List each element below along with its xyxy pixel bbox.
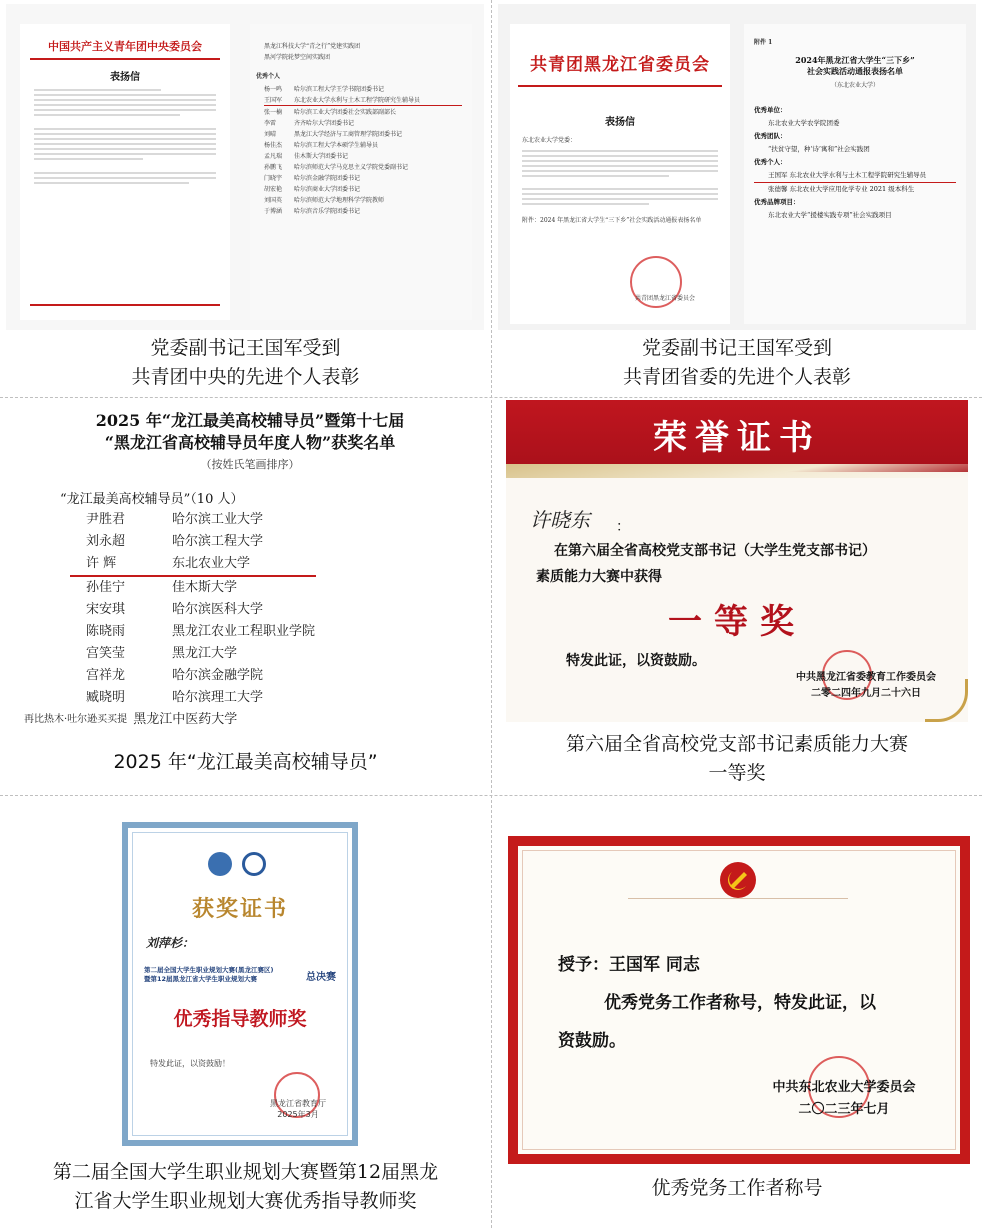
- caption-line-1: 第六届全省高校党支部书记素质能力大赛: [565, 733, 908, 755]
- counselor-row: [86, 621, 480, 643]
- counselor-list: [24, 509, 480, 731]
- award-title: 优秀指导教师奖: [173, 1008, 307, 1030]
- counselor-school: 黑龙江中医药大学: [133, 712, 238, 727]
- issue-date: 2025年3月: [277, 1110, 319, 1119]
- honoree-list: [250, 85, 472, 216]
- panel-central-committee-letter: [0, 0, 491, 397]
- caption-panel-2: [492, 334, 982, 392]
- caption-line-2: 一等奖: [708, 762, 766, 784]
- addressee: 东北农业大学党委：: [522, 137, 577, 144]
- counselor-name: 刘永超: [86, 534, 126, 549]
- value-team: “扶贫守望，种‘诗’寓和”社会实践团: [768, 145, 870, 153]
- counselor-school: 哈尔滨工程大学: [172, 534, 264, 549]
- contest-stage: 总决赛: [306, 972, 336, 983]
- counselor-row: [24, 709, 480, 731]
- honoree-row: [264, 196, 472, 205]
- counselor-row: [86, 509, 480, 531]
- letter-photo: [498, 4, 976, 330]
- list-title-1: 2025 年“龙江最美高校辅导员”暨第十七届: [95, 411, 405, 430]
- honoree-row: [264, 207, 472, 216]
- honoree-name: 于博涵: [264, 208, 283, 215]
- team-name-1: 黑龙江科技大学“青之行”党建实践团: [264, 43, 361, 50]
- list-title-1: 2024年黑龙江省大学生“三下乡”: [795, 55, 915, 65]
- counselor-name: 陈晓雨: [86, 624, 126, 639]
- honoree-name: 孟凡瑞: [264, 153, 283, 160]
- honoree-row: [264, 96, 462, 106]
- grant-line: 授予：王国军 同志: [558, 955, 700, 975]
- counselor-row: [86, 665, 480, 687]
- honoree-row: [264, 163, 472, 172]
- seal-issuer: 共青团黑龙江省委员会: [634, 295, 695, 302]
- honoree-name: 李雷: [264, 120, 277, 127]
- panel-provincial-committee-letter: [492, 0, 982, 397]
- caption-line-2: 共青团省委的先进个人表彰: [622, 366, 851, 388]
- handwritten-name: 许晓东: [530, 508, 590, 532]
- issue-date: 二零二四年九月二十六日: [811, 688, 921, 699]
- counselor-school: 东北农业大学: [172, 556, 251, 571]
- letter-body-text: [20, 89, 230, 184]
- caption-panel-4: [492, 730, 982, 788]
- ornament-line: [628, 898, 848, 899]
- award-list-document: [20, 404, 480, 738]
- attachment-note: 附件：2024 年黑龙江省大学生“三下乡”社会实践活动通报表扬名单: [522, 217, 702, 224]
- list-subtitle: （东北农业大学）: [830, 82, 879, 89]
- counselor-row: [86, 643, 480, 665]
- honoree-name: 杨佳杰: [264, 142, 283, 149]
- caption-panel-3: 2025 年“龙江最美高校辅导员”: [113, 751, 378, 773]
- counselor-school: 哈尔滨金融学院: [172, 668, 264, 683]
- honoree-unit: 哈尔滨音乐学院团委书记: [294, 208, 361, 215]
- value-project: 东北农业大学“援楼实践专项”社会实践项目: [768, 211, 892, 219]
- honoree-name: 孙鹏飞: [264, 164, 283, 171]
- honoree-unit: 哈尔滨工程大学本硕学生辅导员: [294, 142, 379, 149]
- honoree-name: 张一楠: [264, 109, 283, 116]
- category-project: 优秀品牌项目：: [754, 198, 800, 206]
- issue-date: 二〇二三年七月: [798, 1102, 890, 1117]
- certificate-line-2: 素质能力大赛中获得: [536, 569, 662, 585]
- certificate-body-1: 优秀党务工作者称号，特发此证，以: [604, 993, 876, 1013]
- honoree-row: [264, 108, 472, 117]
- doc-title: 表扬信: [110, 72, 140, 83]
- letter-body-text: [510, 145, 730, 210]
- group-heading: “龙江最美高校辅导员”（10 人）: [60, 492, 244, 507]
- honoree-row: [264, 119, 472, 128]
- caption-line-1: 党委副书记王国军受到: [150, 337, 341, 359]
- counselor-school: 黑龙江农业工程职业学院: [172, 624, 316, 639]
- certificate-line-1: 在第六届全省高校党支部书记（大学生党支部书记）: [554, 543, 876, 559]
- contest-name-line-2: 暨第12届黑龙江省大学生职业规划大赛: [144, 975, 258, 983]
- counselor-row: [86, 599, 480, 621]
- counselor-school: 佳木斯大学: [172, 580, 238, 595]
- letterhead: 共青团黑龙江省委员会: [530, 55, 710, 75]
- honoree-unit: 哈尔滨师范大学马克思主义学院党委副书记: [294, 164, 409, 171]
- counselor-name: 孙佳宁: [86, 580, 126, 595]
- caption-line-2: 江省大学生职业规划大赛优秀指导教师奖: [74, 1190, 417, 1212]
- honoree-unit: 哈尔滨工程大学王学书院团委书记: [294, 86, 385, 93]
- honoree-row: [264, 174, 472, 183]
- honoree-unit: 齐齐哈尔大学团委书记: [294, 120, 355, 127]
- honoree-unit: 哈尔滨工业大学团委社会实践部副部长: [294, 109, 397, 116]
- value-unit: 东北农业大学农学院团委: [768, 119, 840, 127]
- certificate-body-2: 资鼓励。: [558, 1031, 626, 1051]
- caption-panel-1: [0, 334, 491, 392]
- honoree-unit: 佳木斯大学团委书记: [294, 153, 349, 160]
- honoree-name: 门晓宇: [264, 175, 283, 182]
- section-label: 优秀个人: [256, 73, 281, 80]
- honor-list-page: [744, 24, 966, 324]
- honoree-name: 杨一鸣: [264, 86, 283, 93]
- education-logo-icon: [242, 852, 266, 876]
- party-emblem-icon: [718, 860, 758, 900]
- counselor-name: 宫笑莹: [86, 646, 126, 661]
- list-subtitle: （按姓氏笔画排序）: [200, 458, 300, 471]
- honoree-unit: 东北农业大学水利与土木工程学院研究生辅导员: [294, 97, 421, 104]
- honoree-unit: 黑龙江大学经济与工商管理学院团委书记: [294, 131, 403, 138]
- counselor-name: 宫祥龙: [86, 668, 126, 683]
- honoree-row: [264, 130, 472, 139]
- counselor-row: [70, 553, 316, 577]
- counselor-name: 许 辉: [86, 556, 117, 571]
- contest-logo-icon: [208, 852, 232, 876]
- closing-text: 特发此证，以资鼓励。: [566, 653, 706, 669]
- caption-panel-5: [0, 1158, 491, 1216]
- panel-career-planning-certificate: [0, 796, 491, 1228]
- counselor-name: 再比热木·吐尔逊买买提: [24, 714, 128, 725]
- counselor-row: [86, 531, 480, 553]
- list-title-2: “黑龙江省高校辅导员年度人物”获奖名单: [104, 433, 396, 452]
- letterhead: 中国共产主义青年团中央委员会: [48, 40, 202, 53]
- gold-corner-ornament: [925, 679, 968, 722]
- letter-photo: [6, 4, 484, 330]
- team-name-2: 黑河学院轮梦空间实践团: [264, 54, 331, 61]
- counselor-school: 哈尔滨理工大学: [172, 690, 264, 705]
- panel-counselor-award-list: [0, 398, 491, 795]
- recipient-name: 刘萍杉：: [146, 936, 195, 950]
- honoree-name: 刘国英: [264, 197, 283, 204]
- caption-panel-6: 优秀党务工作者称号: [651, 1177, 823, 1199]
- honoree-name: 刘晴: [264, 131, 277, 138]
- contest-name: [144, 966, 304, 984]
- certificate-header: 荣誉证书: [653, 418, 821, 458]
- caption-line-1: 党委副书记王国军受到: [641, 337, 832, 359]
- category-unit: 优秀单位：: [754, 106, 787, 114]
- category-person: 优秀个人：: [754, 158, 787, 166]
- honoree-unit: 哈尔滨师范大学地理科学学院教师: [294, 197, 385, 204]
- counselor-school: 哈尔滨工业大学: [172, 512, 264, 527]
- gold-wave: [506, 464, 968, 478]
- honoree-name: 王国军: [264, 97, 283, 104]
- honoree-row: [264, 141, 472, 150]
- closing-text: 特发此证，以资鼓励！: [150, 1059, 230, 1068]
- honoree-row: [264, 185, 472, 194]
- caption-line-2: 共青团中央的先进个人表彰: [131, 366, 360, 388]
- issuer: 中共东北农业大学委员会: [772, 1080, 916, 1095]
- honoree-list-page: [250, 24, 472, 320]
- certificate-photo: [508, 836, 970, 1164]
- doc-title: 表扬信: [605, 117, 635, 128]
- caption-line-1: 第二届全国大学生职业规划大赛暨第12届黑龙: [52, 1161, 439, 1183]
- honoree-name: 胡宏艳: [264, 186, 283, 193]
- certificate-photo: [122, 822, 358, 1146]
- counselor-name: 臧晓明: [86, 690, 126, 705]
- award-level: 一等奖: [668, 602, 806, 642]
- value-person-2: 张德馨 东北农业大学应用化学专业 2021 级本科生: [768, 185, 915, 193]
- honoree-unit: 哈尔滨金融学院团委书记: [294, 175, 361, 182]
- value-person-highlighted: 王国军 东北农业大学水利与土木工程学院研究生辅导员: [754, 169, 956, 183]
- contest-name-line-1: 第二届全国大学生职业规划大赛(黑龙江赛区): [144, 966, 274, 974]
- certificate-photo: 荣誉证书 许晓东 ： 在第六届全省高校党支部书记（大学生党支部书记） 素质能力大赛中获得 一等奖 特发此证，以资鼓励。 中共黑龙江省委教育工作委员会 二零二四年九月二十六日: [506, 400, 968, 722]
- issuer: 黑龙江省教育厅: [270, 1099, 326, 1108]
- counselor-row: [86, 687, 480, 709]
- counselor-school: 哈尔滨医科大学: [172, 602, 264, 617]
- category-team: 优秀团队：: [754, 132, 787, 140]
- list-title-2: 社会实践活动通报表扬名单: [807, 66, 903, 76]
- panel-party-secretary-certificate: [492, 398, 982, 795]
- honoree-row: [264, 85, 472, 94]
- counselor-school: 黑龙江大学: [172, 646, 238, 661]
- issuer: 中共黑龙江省委教育工作委员会: [796, 672, 936, 683]
- counselor-name: 尹胜君: [86, 512, 126, 527]
- panel-party-worker-certificate: [492, 796, 982, 1228]
- honoree-unit: 哈尔滨商业大学团委书记: [294, 186, 361, 193]
- attachment-label: 附件 1: [754, 39, 773, 46]
- honoree-row: [264, 152, 472, 161]
- counselor-row: [86, 577, 480, 599]
- counselor-name: 宋安琪: [86, 602, 126, 617]
- certificate-header: 获奖证书: [191, 896, 288, 922]
